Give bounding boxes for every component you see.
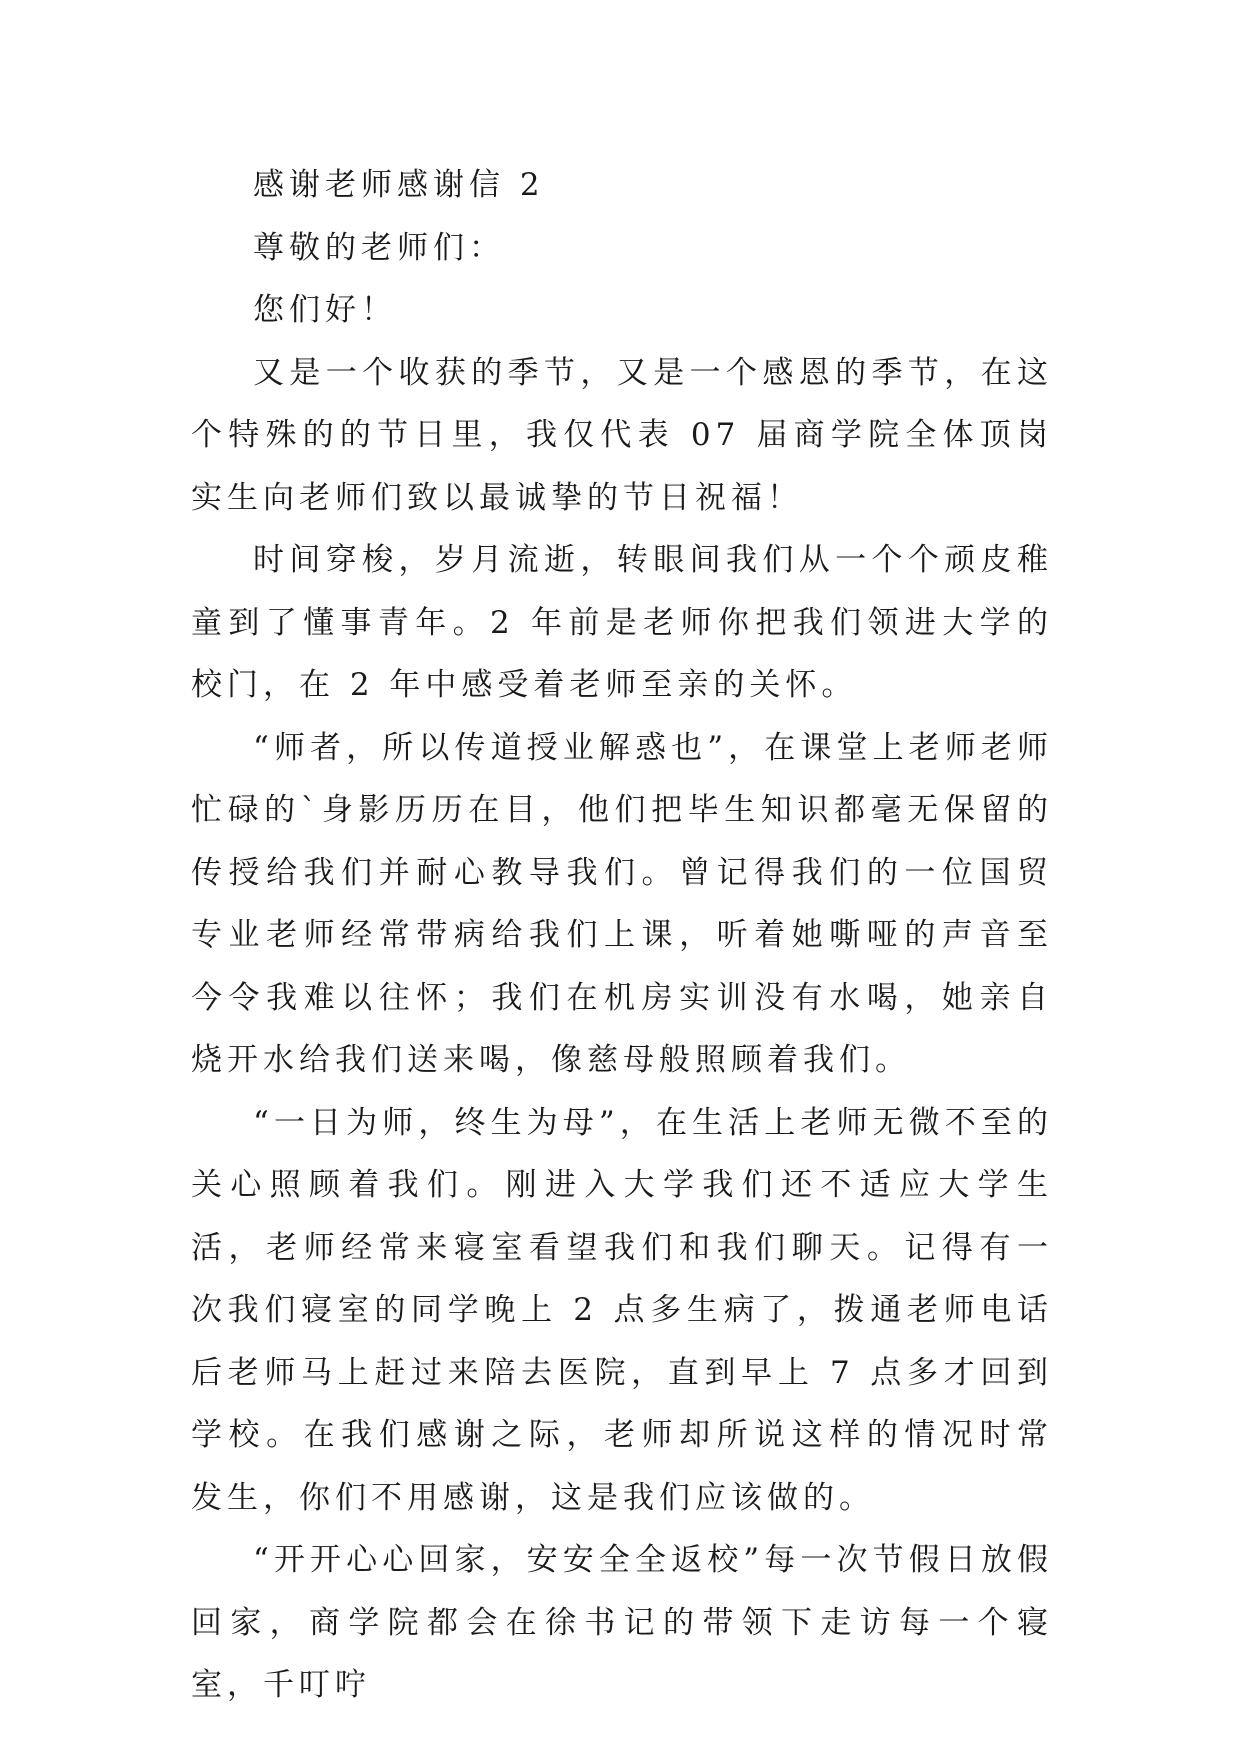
salutation: 尊敬的老师们： bbox=[253, 229, 505, 266]
letter-body bbox=[191, 154, 1053, 1717]
letter-title: 感谢老师感谢信 2 bbox=[253, 167, 545, 203]
paragraph-3: “师者，所以传道授业解惑也”，在课堂上老师老师忙碌的`身影历历在目，他们把毕生知识都毫无保留的传授给我们并耐心教导我们。曾记得我们的一位国贸专业老师经常带病给我们上课，听着她嘶哑的声音至今令我难以往怀；我们在机房实训没有水喝，她亲自烧开水给我们送来喝，像慈母般照顾着我们。 bbox=[191, 729, 1053, 1078]
paragraph-5: “开开心心回家，安安全全返校”每一次节假日放假回家，商学院都会在徐书记的带领下走访每一个寝室，千叮咛 bbox=[191, 1542, 1053, 1703]
paragraph-1: 又是一个收获的季节，又是一个感恩的季节，在这个特殊的的节日里，我仅代表 07 届商学院全体顶岗实生向老师们致以最诚挚的节日祝福！ bbox=[191, 354, 1053, 516]
paragraph-2: 时间穿梭，岁月流逝，转眼间我们从一个个顽皮稚童到了懂事青年。2 年前是老师你把我们领进大学的校门，在 2 年中感受着老师至亲的关怀。 bbox=[191, 542, 1053, 703]
greeting: 您们好！ bbox=[253, 292, 397, 328]
paragraph-4: “一日为师，终生为母”，在生活上老师无微不至的关心照顾着我们。刚进入大学我们还不适应大学生活，老师经常来寝室看望我们和我们聊天。记得有一次我们寝室的同学晚上 2 点多生病了，拨通老师电话后老师马上赶过来陪去医院，直到早上 7 点多才回到学校。在我们感谢之际，老师却所说这样的情况时常发生，你们不用感谢，这是我们应该做的。 bbox=[191, 1104, 1053, 1516]
